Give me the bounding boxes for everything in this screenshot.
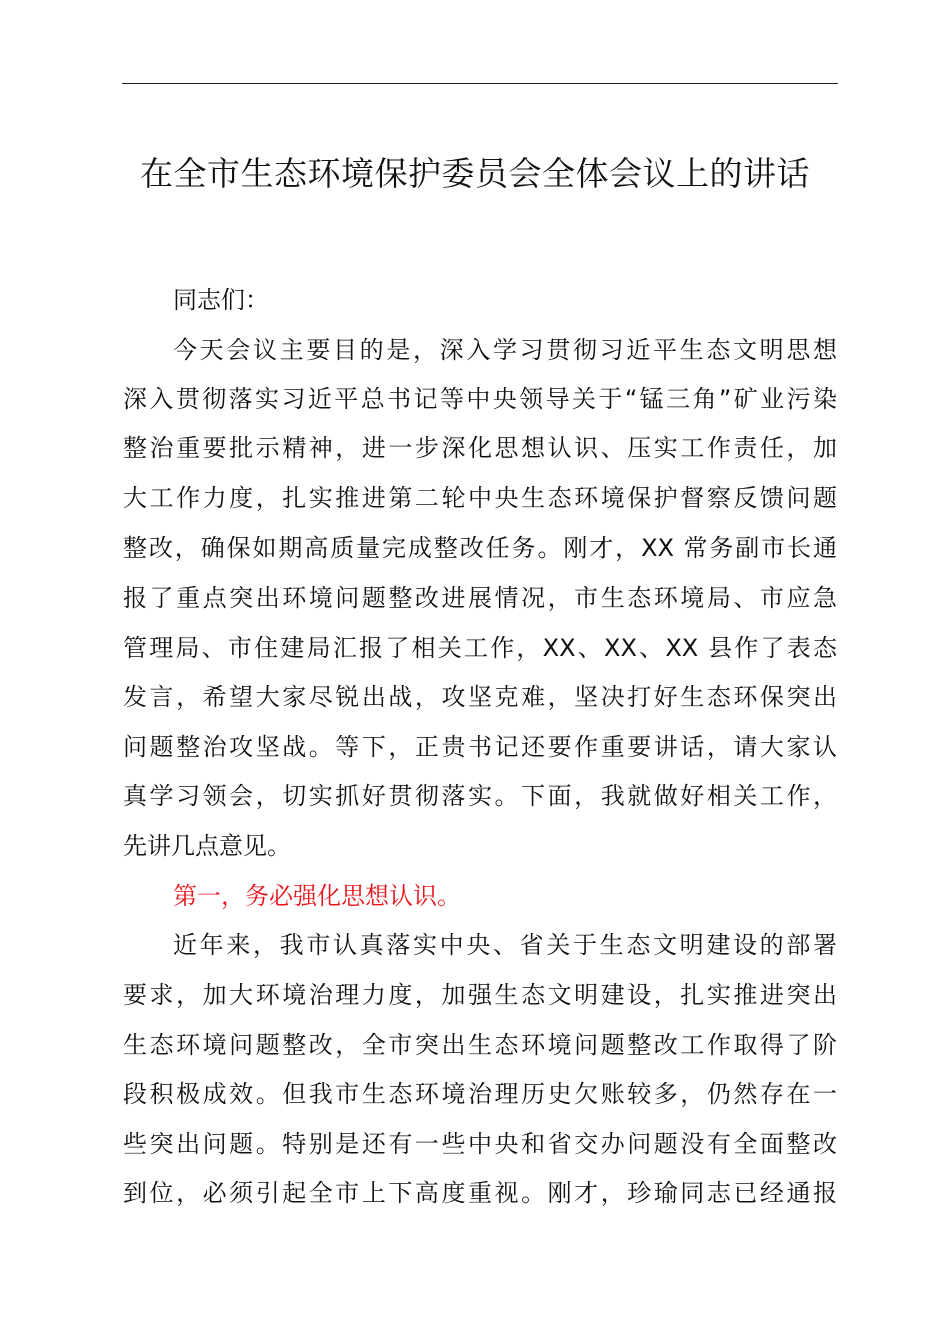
body-line: 整改，确保如期高质量完成整改任务。刚才，XX 常务副市长通: [123, 534, 837, 562]
body-line: 问题整治攻坚战。等下，正贵书记还要作重要讲话，请大家认: [123, 733, 837, 761]
body-line: 深入贯彻落实习近平总书记等中央领导关于“锰三角”矿业污染: [123, 385, 837, 413]
body-line: 段积极成效。但我市生态环境治理历史欠账较多，仍然存在一: [123, 1080, 837, 1108]
body-line: 真学习领会，切实抓好贯彻落实。下面，我就做好相关工作，: [123, 782, 837, 810]
body-line: 发言，希望大家尽锐出战，攻坚克难，坚决打好生态环保突出: [123, 683, 837, 711]
body-line: 生态环境问题整改，全市突出生态环境问题整改工作取得了阶: [123, 1031, 837, 1059]
header-rule: [122, 83, 838, 84]
body-line: 先讲几点意见。: [123, 832, 291, 860]
document-title: 在全市生态环境保护委员会全体会议上的讲话: [140, 154, 810, 193]
body-line: 要求，加大环境治理力度，加强生态文明建设，扎实推进突出: [123, 981, 837, 1009]
body-line: 到位，必须引起全市上下高度重视。刚才，珍瑜同志已经通报: [123, 1179, 837, 1207]
section-heading: 第一，务必强化思想认识。: [173, 882, 461, 910]
body-line: 大工作力度，扎实推进第二轮中央生态环境保护督察反馈问题: [123, 484, 837, 512]
body-line: 整治重要批示精神，进一步深化思想认识、压实工作责任，加: [123, 434, 837, 462]
body-line: 报了重点突出环境问题整改进展情况，市生态环境局、市应急: [123, 584, 837, 612]
body-line: 今天会议主要目的是，深入学习贯彻习近平生态文明思想: [173, 336, 837, 364]
body-line: 管理局、市住建局汇报了相关工作，XX、XX、XX 县作了表态: [123, 634, 837, 662]
body-line: 近年来，我市认真落实中央、省关于生态文明建设的部署: [173, 931, 837, 959]
body-line: 些突出问题。特别是还有一些中央和省交办问题没有全面整改: [123, 1130, 837, 1158]
salutation: 同志们：: [173, 286, 269, 314]
